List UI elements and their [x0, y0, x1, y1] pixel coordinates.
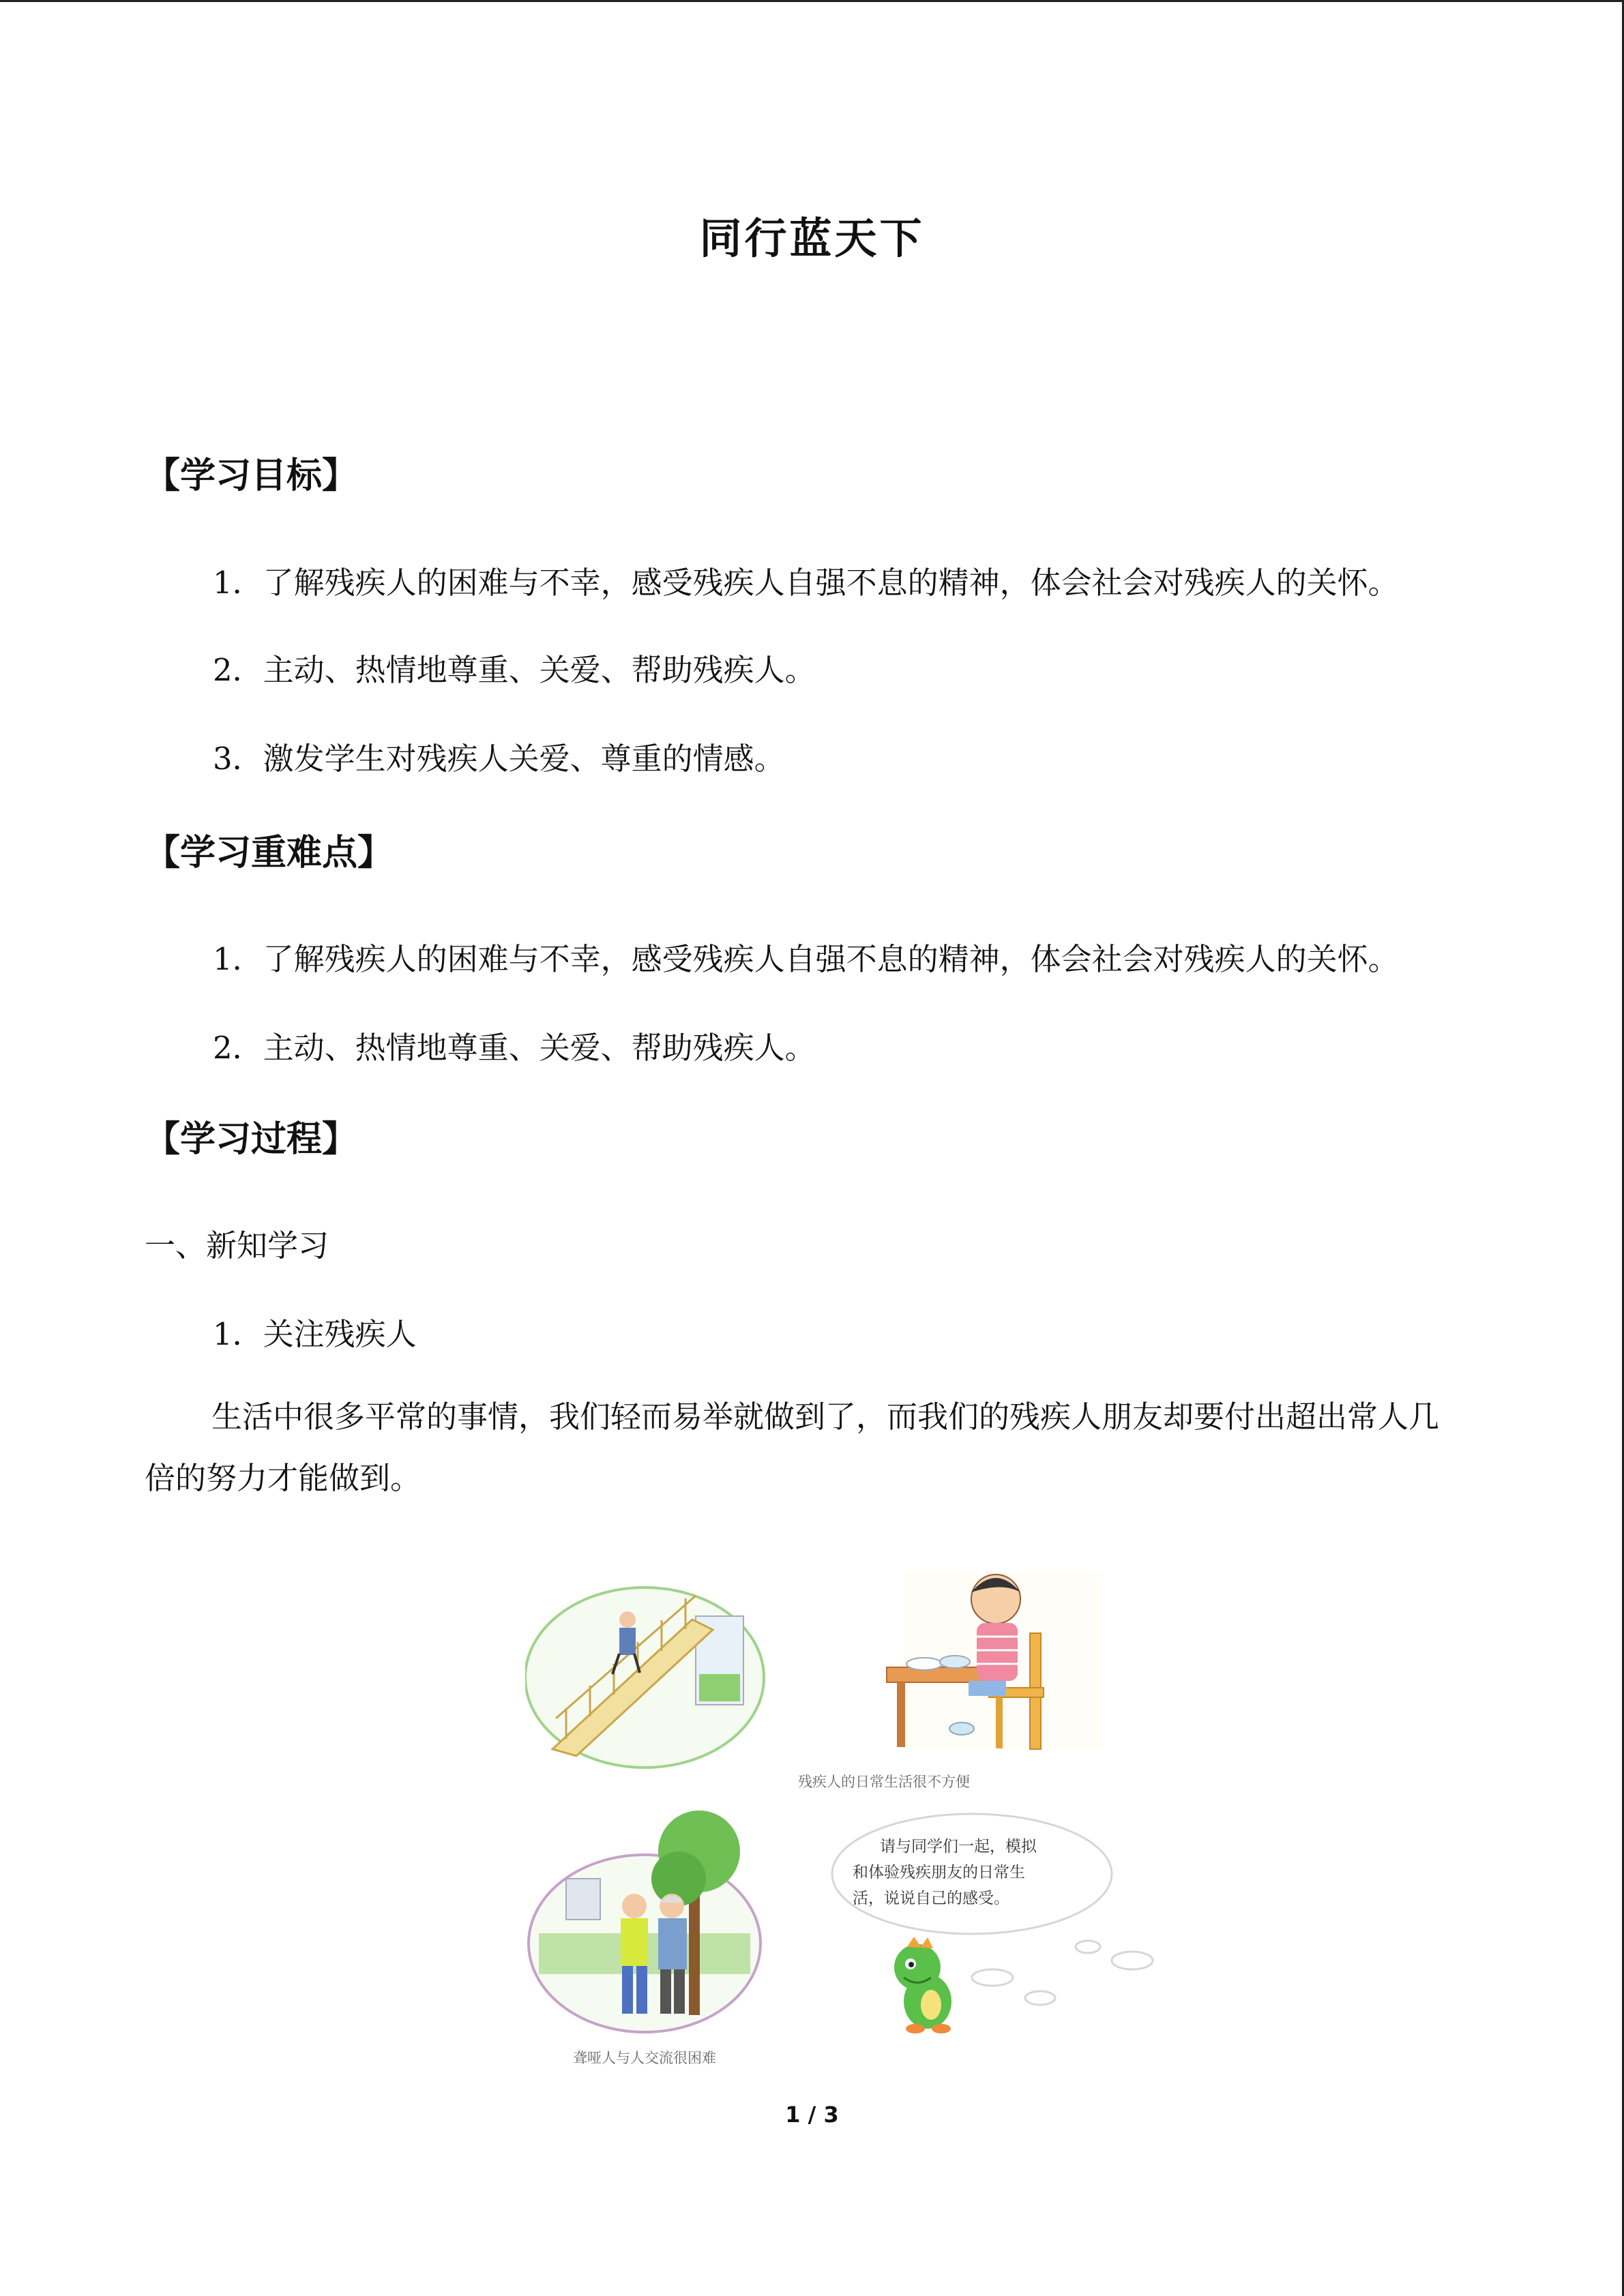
- dinosaur-mascot-illustration: [894, 1937, 951, 2033]
- bubble-line-1: 请与同学们一起，模拟: [880, 1838, 1037, 1855]
- heading-key-points: 【学习重难点】: [145, 833, 394, 874]
- page-title: 同行蓝天下: [699, 213, 925, 263]
- caption-deaf-communication: 聋哑人与人交流很困难: [573, 2050, 716, 2066]
- heading-learning-process: 【学习过程】: [145, 1119, 358, 1160]
- bubble-line-3: 活，说说自己的感受。: [853, 1890, 1009, 1907]
- stairs-scene-illustration: [525, 1587, 764, 1768]
- key-point-item-2: 2．主动、热情地尊重、关爱、帮助残疾人。: [213, 1030, 816, 1066]
- heading-learning-goals: 【学习目标】: [145, 456, 358, 496]
- illustration-figure: [525, 1551, 1160, 2076]
- bubble-line-2: 和体验残疾朋友的日常生: [853, 1864, 1025, 1881]
- speech-bubble: [832, 1814, 1153, 2005]
- deaf-communication-illustration: [529, 1810, 761, 2032]
- boy-at-table-illustration: [887, 1572, 1102, 1749]
- part-heading: 一、新知学习: [145, 1227, 329, 1264]
- top-border-line: [0, 0, 1624, 2]
- body-paragraph: 生活中很多平常的事情，我们轻而易举就做到了，而我们的残疾人朋友却要付出超出常人几倍的努力才能做到。: [145, 1399, 1440, 1496]
- subheading-care: 1．关注残疾人: [213, 1316, 417, 1352]
- goal-item-2: 2．主动、热情地尊重、关爱、帮助残疾人。: [213, 652, 816, 688]
- key-point-item-1: 1．了解残疾人的困难与不幸，感受残疾人自强不息的精神，体会社会对残疾人的关怀。: [213, 941, 1399, 977]
- caption-daily-life: 残疾人的日常生活很不方便: [798, 1774, 970, 1790]
- page-number: 1 / 3: [785, 2102, 839, 2128]
- goal-item-1: 1．了解残疾人的困难与不幸，感受残疾人自强不息的精神，体会社会对残疾人的关怀。: [213, 565, 1399, 601]
- goal-item-3: 3．激发学生对残疾人关爱、尊重的情感。: [213, 741, 785, 777]
